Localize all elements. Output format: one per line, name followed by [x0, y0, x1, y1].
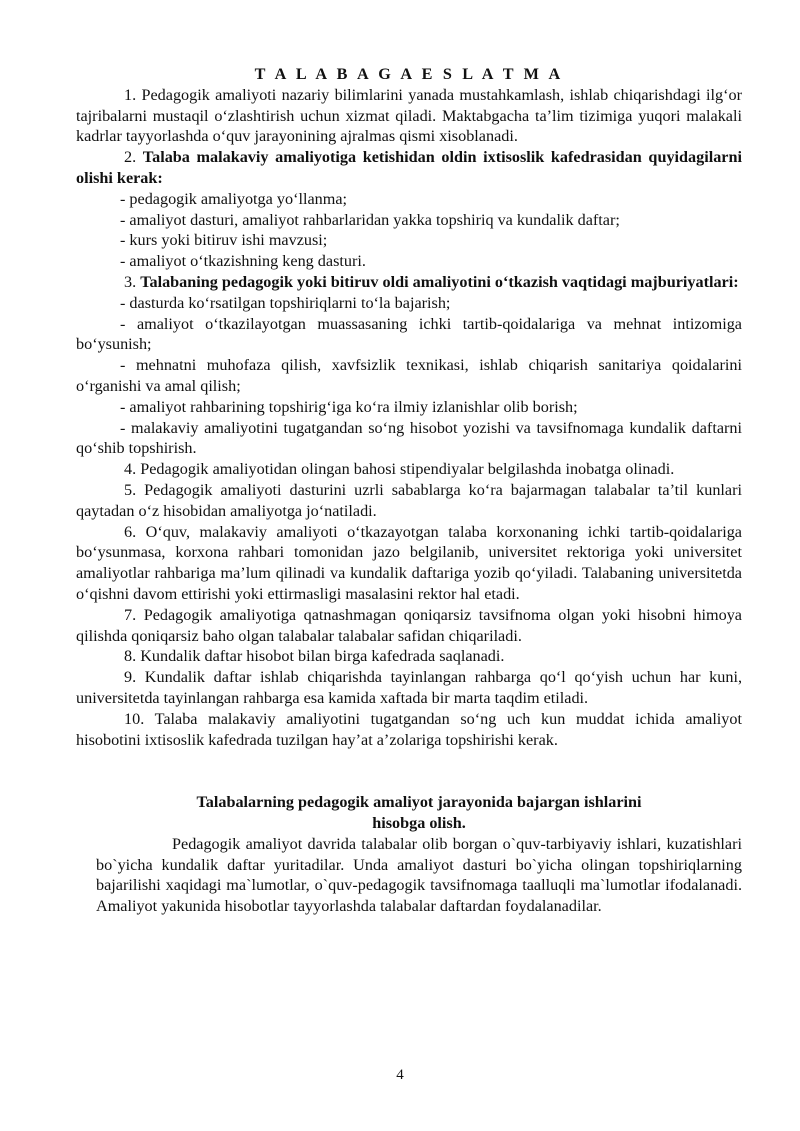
list-item: - dasturda ko‘rsatilgan topshiriqlarni to‘la bajarish;: [120, 293, 451, 312]
page-title: T A L A B A G A E S L A T M A: [254, 65, 564, 83]
list-item: - kurs yoki bitiruv ishi mavzusi;: [120, 231, 328, 250]
section-body: Pedagogik amaliyot davrida talabalar olib borgan o`quv-tarbiyaviy ishlari, kuzatishlari bo`yicha kundalik daftar yuritadilar. Unda amaliyot dasturi bo`yicha olingan topshiriqlarning bajarilishi xaqidagi ma`lumotlar, o`quv-pedagogik tavsifnomaga taalluqli ma`lumotlar ifodalanadi. Amaliyot yakunida hisobotlar tayyorlashda talabalar daftardan foydalanadilar.: [96, 834, 742, 916]
section-title-line-2: hisobga olish.: [372, 814, 466, 833]
paragraph-2: [76, 147, 742, 189]
list-item: - mehnatni muhofaza qilish, xavfsizlik texnikasi, ishlab chiqarish sanitariya qoidalarini o‘rganishi va amal qilish;: [76, 356, 742, 395]
paragraph-5: 5. Pedagogik amaliyoti dasturini uzrli sabablarga ko‘ra bajarmagan talabalar ta’til kunlari qaytadan o‘z hisobidan amaliyotga jo‘natiladi.: [76, 480, 742, 520]
paragraph-8: 8. Kundalik daftar hisobot bilan birga kafedrada saqlanadi.: [124, 647, 505, 666]
paragraph-3-heading: Talabaning pedagogik yoki bitiruv oldi amaliyotini o‘tkazish vaqtidagi majburiyatlari:: [140, 272, 739, 291]
paragraph-2-heading: Talaba malakaviy amaliyotiga ketishidan oldin ixtisoslik kafedrasidan quyidagilarni olishi kerak:: [76, 148, 742, 187]
paragraph-2-number: 2.: [124, 148, 143, 167]
paragraph-3: [76, 272, 742, 293]
paragraph-4: 4. Pedagogik amaliyotidan olingan bahosi stipendiyalar belgilashda inobatga olinadi.: [124, 460, 675, 479]
document-page: [76, 64, 742, 917]
list-item: - amaliyot o‘tkazilayotgan muassasaning ichki tartib-qoidalariga va mehnat intizomiga bo‘ysunish;: [76, 314, 742, 354]
section-title-line-1: Talabalarning pedagogik amaliyot jarayonida bajargan ishlarini: [196, 793, 642, 812]
list-item: - amaliyot dasturi, amaliyot rahbarlaridan yakka topshiriq va kundalik daftar;: [120, 210, 620, 229]
paragraph-10: 10. Talaba malakaviy amaliyotini tugatgandan so‘ng uch kun muddat ichida amaliyot hisobotini ixtisoslik kafedrada tuzilgan hay’at a’zolariga topshirishi kerak.: [76, 709, 742, 749]
list-item: - amaliyot rahbarining topshirig‘iga ko‘ra ilmiy izlanishlar olib borish;: [120, 397, 578, 416]
list-item: - malakaviy amaliyotini tugatgandan so‘ng hisobot yozishi va tavsifnomaga kundalik daftarni qo‘shib topshirish.: [76, 418, 742, 458]
paragraph-6: 6. O‘quv, malakaviy amaliyoti o‘tkazayotgan talaba korxonaning ichki tartib-qoidalariga bo‘ysunmasa, korxona rahbari tomonidan jazo belgilanib, universitet rektoriga yoki universitet amaliyotlar rahbariga ma’lum qilinadi va kundalik daftariga yozib qo‘yiladi. Talabaning universitetda o‘qishni davom ettirishi yoki ettirmasligi masalasini rektor hal etadi.: [76, 522, 742, 603]
paragraph-1: 1. Pedagogik amaliyoti nazariy bilimlarini yanada mustahkamlash, ishlab chiqarishdagi ilg‘or tajribalarni mustaqil o‘zlashtirish uchun xizmat qiladi. Maktabgacha ta’lim tizimiga yuqori malakali kadrlar tayyorlashda o‘quv jarayonining ajralmas qismi xisoblanadi.: [76, 85, 742, 146]
paragraph-3-number: 3.: [124, 272, 141, 291]
paragraph-9: 9. Kundalik daftar ishlab chiqarishda tayinlangan rahbarga qo‘l qo‘yish uchun har kuni, universitetda tayinlangan rahbarga esa kamida xaftada bir marta taqdim etiladi.: [76, 668, 742, 707]
section: [96, 792, 742, 917]
page-number: 4: [396, 1067, 404, 1083]
list-item: - amaliyot o‘tkazishning keng dasturi.: [120, 252, 366, 271]
paragraph-7: 7. Pedagogik amaliyotiga qatnashmagan qoniqarsiz tavsifnoma olgan yoki hisobni himoya qilishda qoniqarsiz baho olgan talabalar talabalar safidan chiqariladi.: [76, 605, 742, 645]
list-item: - pedagogik amaliyotga yo‘llanma;: [120, 189, 348, 208]
spacer: [76, 750, 742, 792]
